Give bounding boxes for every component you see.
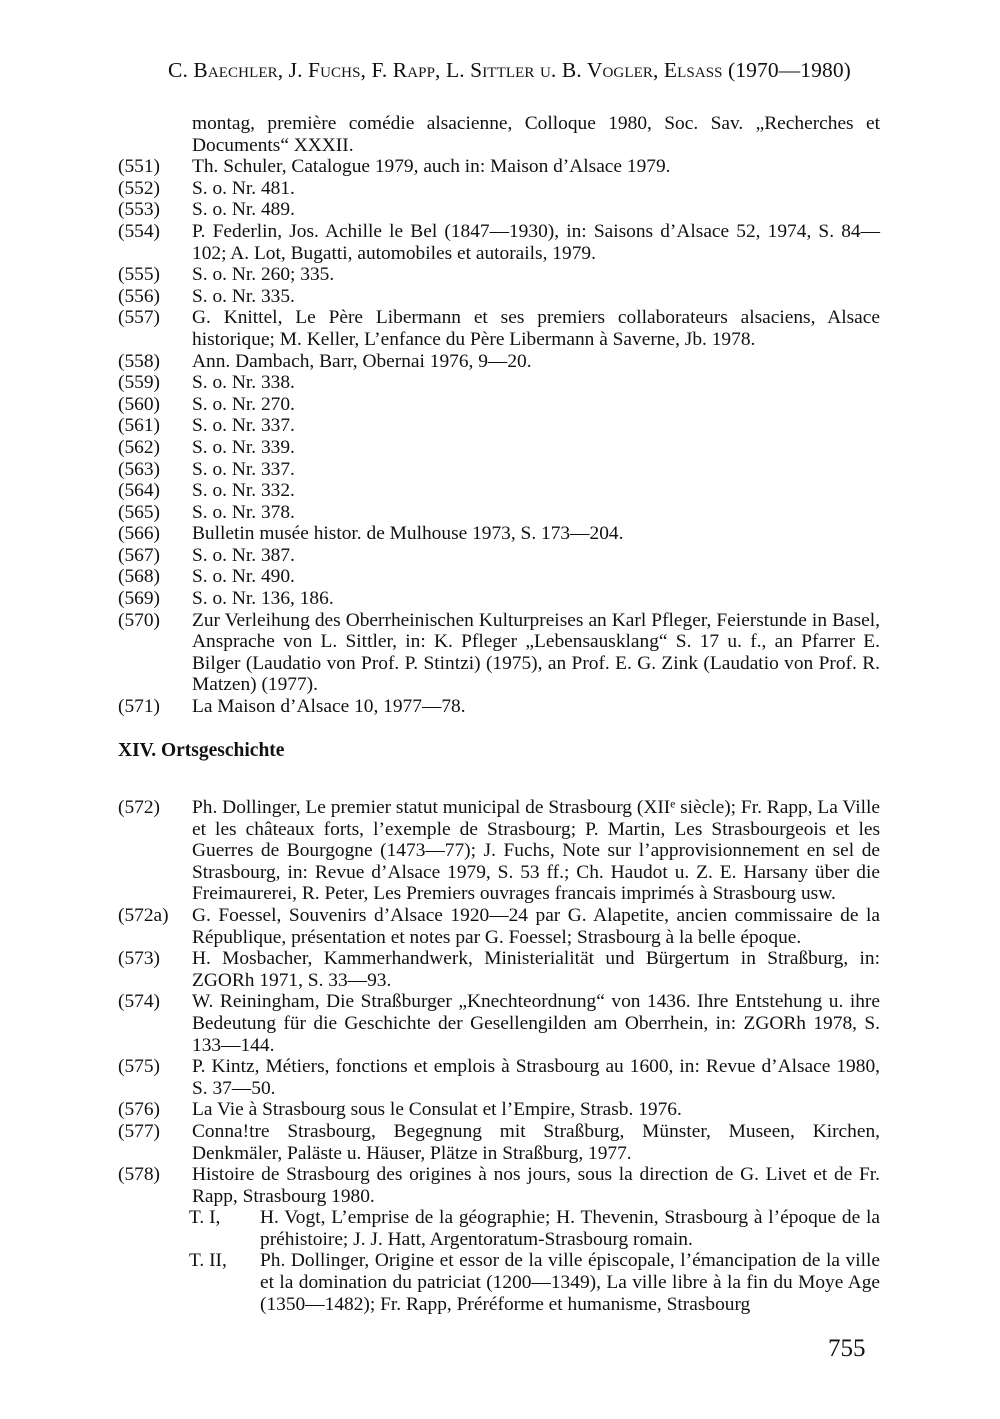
volume-entry bbox=[118, 1207, 880, 1250]
footnote-number: (565) bbox=[118, 501, 161, 523]
footnote-number: (575) bbox=[118, 1056, 161, 1078]
footnote-entry bbox=[118, 199, 880, 221]
footnote-number: (553) bbox=[118, 199, 161, 221]
footnote-text: S. o. Nr. 490. bbox=[192, 566, 295, 588]
footnote-text: H. Mosbacher, Kammerhandwerk, Ministerialität und Bürgertum in Straßburg, in: ZGORh 1971, S. 33—93. bbox=[192, 948, 880, 991]
footnote-text: S. o. Nr. 338. bbox=[192, 372, 295, 394]
footnote-number: (576) bbox=[118, 1099, 161, 1121]
footnote-text: La Vie à Strasbourg sous le Consulat et l’Empire, Strasb. 1976. bbox=[192, 1099, 682, 1121]
running-head: C. Baechler, J. Fuchs, F. Rapp, L. Sittler u. B. Vogler, Elsaß (1970—1980) bbox=[168, 58, 851, 82]
footnote-number: (555) bbox=[118, 264, 161, 286]
footnote-entry bbox=[118, 1164, 880, 1207]
footnote-entry bbox=[118, 948, 880, 991]
footnote-text: S. o. Nr. 337. bbox=[192, 458, 295, 480]
footnote-text: S. o. Nr. 337. bbox=[192, 415, 295, 437]
footnote-number: (570) bbox=[118, 609, 161, 631]
footnote-number: (561) bbox=[118, 415, 161, 437]
footnote-number: (564) bbox=[118, 480, 161, 502]
entries-after bbox=[118, 797, 880, 1207]
footnote-entry bbox=[118, 307, 880, 350]
volume-text: Ph. Dollinger, Origine et essor de la ville épiscopale, l’émancipation de la ville et la domination du patriciat (1200—1349), La ville libre à la fin du Moye Age (1350—1482); Fr. Rapp, Préréforme et humanisme, Strasbourg bbox=[260, 1250, 880, 1315]
footnote-entry bbox=[118, 991, 880, 1056]
section-heading: XIV. Ortsgeschichte bbox=[118, 740, 285, 761]
footnote-number: (560) bbox=[118, 393, 161, 415]
footnote-entry bbox=[118, 1099, 880, 1121]
footnote-entry bbox=[118, 437, 880, 459]
footnote-text: S. o. Nr. 378. bbox=[192, 501, 295, 523]
footnote-entry bbox=[118, 566, 880, 588]
footnote-list-after bbox=[118, 797, 880, 1315]
footnote-text: La Maison d’Alsace 10, 1977—78. bbox=[192, 696, 466, 718]
footnote-number: (557) bbox=[118, 307, 161, 329]
footnote-text: S. o. Nr. 335. bbox=[192, 285, 295, 307]
footnote-entry bbox=[118, 351, 880, 373]
footnote-text: Zur Verleihung des Oberrheinischen Kulturpreises an Karl Pfleger, Feierstunde in Basel, Ansprache von L. Sittler, in: K. Pfleger „Lebensausklang“ S. 17 u. f., an Pfarrer E. Bilger (Laudatio von Prof. P. Stintzi) (1975), an Prof. E. G. Zink (Laudatio von Prof. R. Matzen) (1977). bbox=[192, 609, 880, 696]
footnote-text: Conna!tre Strasbourg, Begegnung mit Straßburg, Münster, Museen, Kirchen, Denkmäler, Paläste u. Häuser, Plätze in Straßburg, 1977. bbox=[192, 1120, 880, 1164]
continued-entry: montag, première comédie alsacienne, Colloque 1980, Soc. Sav. „Recherches et Documents“ XXXII. bbox=[192, 113, 880, 156]
footnote-entry bbox=[118, 502, 880, 524]
volume-list bbox=[118, 1207, 880, 1315]
footnote-entry bbox=[118, 264, 880, 286]
volume-text: H. Vogt, L’emprise de la géographie; H. Thevenin, Strasbourg à l’époque de la préhistoire; J. J. Hatt, Argentoratum-Strasbourg romain. bbox=[260, 1207, 880, 1250]
footnote-number: (566) bbox=[118, 523, 161, 545]
footnote-entry bbox=[118, 415, 880, 437]
footnote-number: (572) bbox=[118, 797, 161, 818]
footnote-text: W. Reiningham, Die Straßburger „Knechteordnung“ von 1436. Ihre Entstehung u. ihre Bedeutung für die Geschichte der Gesellengilden am Oberrhein, in: ZGORh 1978, S. 133—144. bbox=[192, 991, 880, 1056]
footnote-entry bbox=[118, 156, 880, 178]
footnote-text: S. o. Nr. 332. bbox=[192, 480, 295, 502]
footnote-text: Th. Schuler, Catalogue 1979, auch in: Maison d’Alsace 1979. bbox=[192, 156, 671, 178]
footnote-text: S. o. Nr. 339. bbox=[192, 436, 295, 458]
footnote-number: (556) bbox=[118, 285, 161, 307]
footnote-text: Bulletin musée histor. de Mulhouse 1973, S. 173—204. bbox=[192, 523, 624, 545]
footnote-entry bbox=[118, 545, 880, 567]
volume-label: T. II, bbox=[189, 1250, 227, 1272]
footnote-entry bbox=[118, 459, 880, 481]
footnote-number: (573) bbox=[118, 948, 161, 970]
footnote-entry bbox=[118, 221, 880, 264]
footnote-entry bbox=[118, 797, 880, 905]
footnote-text: P. Federlin, Jos. Achille le Bel (1847—1930), in: Saisons d’Alsace 52, 1974, S. 84—102; A. Lot, Bugatti, automobiles et autorails, 1979. bbox=[192, 220, 880, 264]
footnote-number: (562) bbox=[118, 436, 161, 458]
footnote-number: (569) bbox=[118, 588, 161, 610]
footnote-entry bbox=[118, 1121, 880, 1164]
footnote-number: (567) bbox=[118, 544, 161, 566]
footnote-entry bbox=[118, 610, 880, 696]
footnote-number: (568) bbox=[118, 566, 161, 588]
footnote-entry bbox=[118, 372, 880, 394]
footnote-number: (577) bbox=[118, 1120, 161, 1142]
footnote-text: S. o. Nr. 270. bbox=[192, 393, 295, 415]
footnote-number: (571) bbox=[118, 696, 161, 718]
volume-entry bbox=[118, 1250, 880, 1315]
footnote-number: (572a) bbox=[118, 904, 169, 926]
footnote-text: S. o. Nr. 260; 335. bbox=[192, 264, 335, 286]
footnote-entry bbox=[118, 523, 880, 545]
footnote-list-before bbox=[118, 113, 880, 718]
footnote-entry bbox=[118, 286, 880, 308]
footnote-text: S. o. Nr. 481. bbox=[192, 177, 295, 199]
footnote-text: G. Foessel, Souvenirs d’Alsace 1920—24 par G. Alapetite, ancien commissaire de la République, présentation et notes par G. Foessel; Strasbourg à la belle époque. bbox=[192, 904, 880, 948]
footnote-entry bbox=[118, 480, 880, 502]
footnote-entry bbox=[118, 588, 880, 610]
footnote-text: Ann. Dambach, Barr, Obernai 1976, 9—20. bbox=[192, 350, 532, 372]
footnote-number: (574) bbox=[118, 991, 161, 1013]
footnote-text: S. o. Nr. 489. bbox=[192, 199, 295, 221]
footnote-text: S. o. Nr. 136, 186. bbox=[192, 588, 334, 610]
page-number: 755 bbox=[828, 1335, 866, 1362]
footnote-number: (578) bbox=[118, 1164, 161, 1186]
footnote-entry bbox=[118, 1056, 880, 1099]
footnote-text: P. Kintz, Métiers, fonctions et emplois à Strasbourg au 1600, in: Revue d’Alsace 1980, S. 37—50. bbox=[192, 1056, 880, 1099]
footnote-text: S. o. Nr. 387. bbox=[192, 544, 295, 566]
footnote-number: (563) bbox=[118, 458, 161, 480]
footnote-number: (558) bbox=[118, 350, 161, 372]
footnote-number: (552) bbox=[118, 177, 161, 199]
footnote-text: G. Knittel, Le Père Libermann et ses premiers collaborateurs alsaciens, Alsace historique; M. Keller, L’enfance du Père Libermann à Saverne, Jb. 1978. bbox=[192, 307, 880, 350]
entries-before bbox=[118, 156, 880, 717]
footnote-text: Histoire de Strasbourg des origines à nos jours, sous la direction de G. Livet et de Fr. Rapp, Strasbourg 1980. bbox=[192, 1164, 880, 1207]
footnote-number: (551) bbox=[118, 156, 161, 178]
footnote-entry bbox=[118, 178, 880, 200]
volume-label: T. I, bbox=[189, 1207, 221, 1229]
footnote-entry bbox=[118, 394, 880, 416]
footnote-entry bbox=[118, 696, 880, 718]
footnote-number: (559) bbox=[118, 372, 161, 394]
footnote-number: (554) bbox=[118, 220, 161, 242]
footnote-text: Ph. Dollinger, Le premier statut municipal de Strasbourg (XIIᵉ siècle); Fr. Rapp, La Ville et les châteaux forts, l’exemple de Strasbourg; P. Martin, Les Strasbourgeois et les Guerres de Bourgogne (1473—77); J. Fuchs, Note sur l’approvisionnement en sel de Strasbourg, in: Revue d’Alsace 1979, S. 53 ff.; Ch. Haudot u. Z. E. Harsany über die Freimaurerei, R. Peter, Les Premiers ouvrages francais imprimés à Strasbourg usw. bbox=[192, 797, 880, 905]
footnote-entry bbox=[118, 905, 880, 948]
